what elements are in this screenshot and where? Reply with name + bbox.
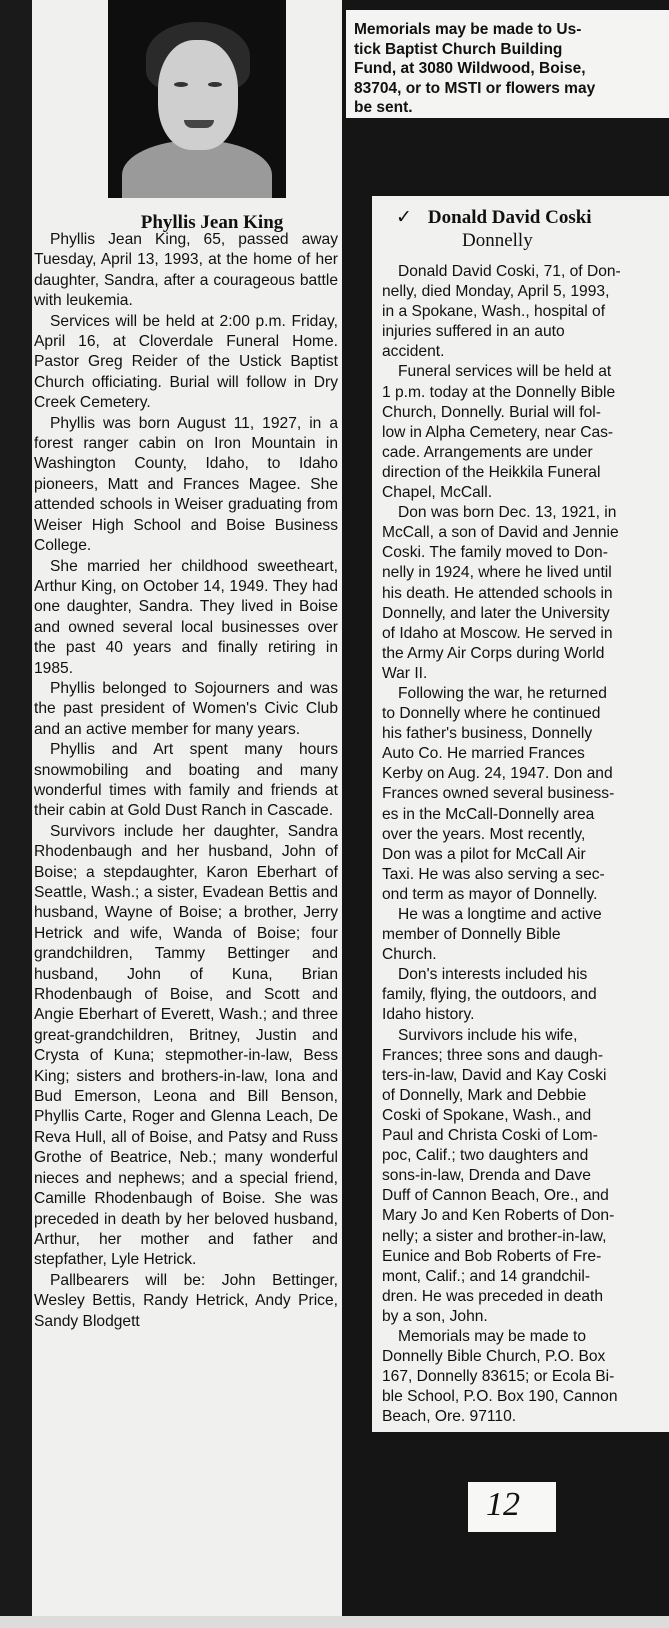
scan-bottom-edge	[0, 1616, 669, 1628]
obituary-line: nelly, died Monday, April 5, 1993,	[382, 283, 610, 301]
obituary-paragraph: Survivors include her daughter, Sandra Rhodenbaugh and her husband, John of Boise; a stepdaughter, Karon Eberhart of Seattle, Wash.; a sister, Evadean Bettis and husband, Wayne of Boise; a brother, Jerry Hetrick and wife, Wanda of Boise; four grandchildren, Tammy Bettinger and husband, John of Kuna, Brian Rhodenbaugh of Boise, and Scott and Angie Eberhart of Everett, Wash.; and three great-grandchildren, Britney, Justin and Crysta of Kuna; stepmother-in-law, Bess King; sisters and brothers-in-law, Iona and Bud Emerson, Leona and Bill Benson, Phyllis Carte, Roger and Glenna Leach, De Reva Hull, all of Boise, and Patsy and Russ Grothe of Beatrice, Neb.; many wonderful nieces and nephews; and a special friend, Camille Rhodenbaugh of Boise. She was preceded in death by her beloved husband, Arthur, her mother and father and stepfather, Lyle Hetrick.	[34, 822, 338, 1269]
obituary-paragraph: Pallbearers will be: John Bettinger, Wesley Bettis, Randy Hetrick, Andy Price, Sandy Blodgett	[34, 1271, 338, 1330]
obituary-line: mont, Calif.; and 14 grandchil-	[382, 1267, 591, 1285]
obituary-body	[382, 262, 669, 1427]
obituary-paragraph: Services will be held at 2:00 p.m. Friday, April 16, at Cloverdale Funeral Home. Pastor Greg Reider of the Ustick Baptist Church officiating. Burial will follow in Dry Creek Cemetery.	[34, 312, 338, 412]
obituary-line: dren. He was preceded in death	[382, 1287, 604, 1305]
obituary-line: Taxi. He was also serving a sec-	[382, 865, 605, 883]
obituary-line: family, flying, the outdoors, and	[382, 986, 597, 1004]
obituary-line: to Donnelly where he continued	[382, 705, 601, 723]
obituary-line: Eunice and Bob Roberts of Fre-	[382, 1247, 602, 1265]
obituary-line: 1 p.m. today at the Donnelly Bible	[382, 383, 616, 401]
obituary-line: low in Alpha Cemetery, near Cas-	[382, 423, 614, 441]
portrait-eye	[208, 82, 222, 87]
obituary-line: Church, Donnelly. Burial will fol-	[382, 403, 601, 421]
obituary-line: in a Spokane, Wash., hospital of	[382, 303, 606, 321]
obituary-line: the Army Air Corps during World	[382, 644, 605, 662]
obituary-name: Phyllis Jean King	[140, 212, 284, 233]
obituary-paragraph: Phyllis and Art spent many hours snowmobiling and boating and many wonderful times with family and friends at their cabin at Gold Dust Ranch in Cascade.	[34, 741, 338, 820]
obituary-line: member of Donnelly Bible	[382, 926, 561, 944]
obituary-line: Frances owned several business-	[382, 785, 615, 803]
memorial-line: 83704, or to MSTI or flowers may	[354, 79, 596, 97]
obituary-line: Frances; three sons and daugh-	[382, 1046, 604, 1064]
obituary-line: Donald David Coski, 71, of Don-	[398, 263, 621, 280]
obituary-line: Duff of Cannon Beach, Ore., and	[382, 1187, 609, 1205]
obituary-paragraph: She married her childhood sweetheart, Arthur King, on October 14, 1949. They had one daughter, Sandra. They lived in Boise and owned several local businesses over the past 40 years and finally retiring in 1985.	[34, 557, 338, 677]
memorial-line: Memorials may be made to Us-	[354, 21, 582, 38]
obituary-line: Donnelly, and later the University	[382, 604, 610, 622]
obituary-paragraph: Phyllis belonged to Sojourners and was the past president of Women's Civic Club and an active member for many years.	[34, 679, 338, 738]
obituary-line: Donnelly Bible Church, P.O. Box	[382, 1348, 606, 1366]
obituary-line: Memorials may be made to	[398, 1327, 587, 1345]
obituary-line: Mary Jo and Ken Roberts of Don-	[382, 1207, 615, 1225]
memorial-line: Fund, at 3080 Wildwood, Boise,	[354, 60, 586, 77]
obituary-place: Donnelly	[462, 230, 533, 251]
obituary-line: He was a longtime and active	[398, 906, 602, 923]
obituary-name: Donald David Coski	[427, 207, 592, 228]
memorial-clipping	[346, 10, 669, 118]
obituary-line: nelly in 1924, where he lived until	[382, 564, 612, 582]
obituary-line: nelly; a sister and brother-in-law,	[382, 1227, 607, 1245]
obituary-line: Coski. The family moved to Don-	[382, 544, 608, 562]
obituary-line: his death. He attended schools in	[382, 584, 613, 602]
obituary-line: ters-in-law, David and Kay Coski	[382, 1066, 607, 1084]
page-number: 12	[486, 1486, 520, 1523]
obituary-line: Chapel, McCall.	[382, 484, 493, 502]
obituary-line: Don was a pilot for McCall Air	[382, 845, 586, 863]
scan-edge	[0, 0, 32, 1628]
obituary-line: of Donnelly, Mark and Debbie	[382, 1086, 587, 1104]
obituary-line: Idaho history.	[382, 1006, 475, 1024]
obituary-line: by a son, John.	[382, 1307, 488, 1325]
obituary-line: Following the war, he returned	[398, 684, 607, 702]
portrait-photo	[108, 0, 286, 198]
obituary-line: over the years. Most recently,	[382, 825, 586, 843]
portrait-face	[158, 40, 238, 150]
obituary-line: of Idaho at Moscow. He served in	[382, 624, 613, 642]
page-number-tag	[468, 1482, 556, 1532]
obituary-paragraph: Phyllis Jean King, 65, passed away Tuesday, April 13, 1993, at the home of her daughter, Sandra, after a courageous battle with leukemia.	[34, 231, 338, 310]
memorial-line: tick Baptist Church Building	[354, 40, 563, 58]
obituary-line: Survivors include his wife,	[398, 1026, 578, 1044]
obituary-line: McCall, a son of David and Jennie	[382, 524, 619, 542]
obituary-paragraph: Phyllis was born August 11, 1927, in a forest ranger cabin on Iron Mountain in Washington County, Idaho, to Idaho pioneers, Matt and Frances Magee. She attended schools in Weiser graduating from Weiser High School and Boise Business College.	[34, 414, 338, 555]
obituary-line: injuries suffered in an auto	[382, 323, 565, 341]
obituary-line: es in the McCall-Donnelly area	[382, 805, 595, 823]
check-mark-icon: ✓	[396, 207, 412, 228]
memorial-text	[354, 20, 669, 118]
obituary-line: War II.	[382, 664, 428, 682]
obituary-line: sons-in-law, Drenda and Dave	[382, 1167, 591, 1185]
obituary-line: Beach, Ore. 97110.	[382, 1408, 517, 1426]
memorial-line: be sent.	[354, 99, 413, 116]
obituary-line: his father's business, Donnelly	[382, 725, 593, 743]
obituary-clipping-coski	[372, 196, 669, 1432]
portrait-mouth	[184, 120, 214, 128]
obituary-line: Don was born Dec. 13, 1921, in	[398, 504, 617, 522]
obituary-line: accident.	[382, 343, 445, 361]
obituary-line: poc, Calif.; two daughters and	[382, 1147, 589, 1165]
obituary-body	[34, 230, 338, 1332]
obituary-line: ond term as mayor of Donnelly.	[382, 885, 598, 903]
obituary-line: direction of the Heikkila Funeral	[382, 463, 601, 481]
obituary-line: Church.	[382, 946, 437, 964]
obituary-line: Auto Co. He married Frances	[382, 745, 585, 763]
obituary-line: Funeral services will be held at	[398, 363, 612, 381]
obituary-clipping-king	[32, 0, 342, 1620]
obituary-line: ble School, P.O. Box 190, Cannon	[382, 1388, 618, 1406]
obituary-line: Coski of Spokane, Wash., and	[382, 1106, 592, 1124]
obituary-heading	[396, 206, 669, 229]
obituary-line: 167, Donnelly 83615; or Ecola Bi-	[382, 1368, 615, 1386]
obituary-line: Paul and Christa Coski of Lom-	[382, 1127, 598, 1145]
obituary-line: Don's interests included his	[398, 966, 588, 984]
obituary-line: Kerby on Aug. 24, 1947. Don and	[382, 765, 613, 783]
portrait-eye	[174, 82, 188, 87]
obituary-line: cade. Arrangements are under	[382, 443, 593, 461]
